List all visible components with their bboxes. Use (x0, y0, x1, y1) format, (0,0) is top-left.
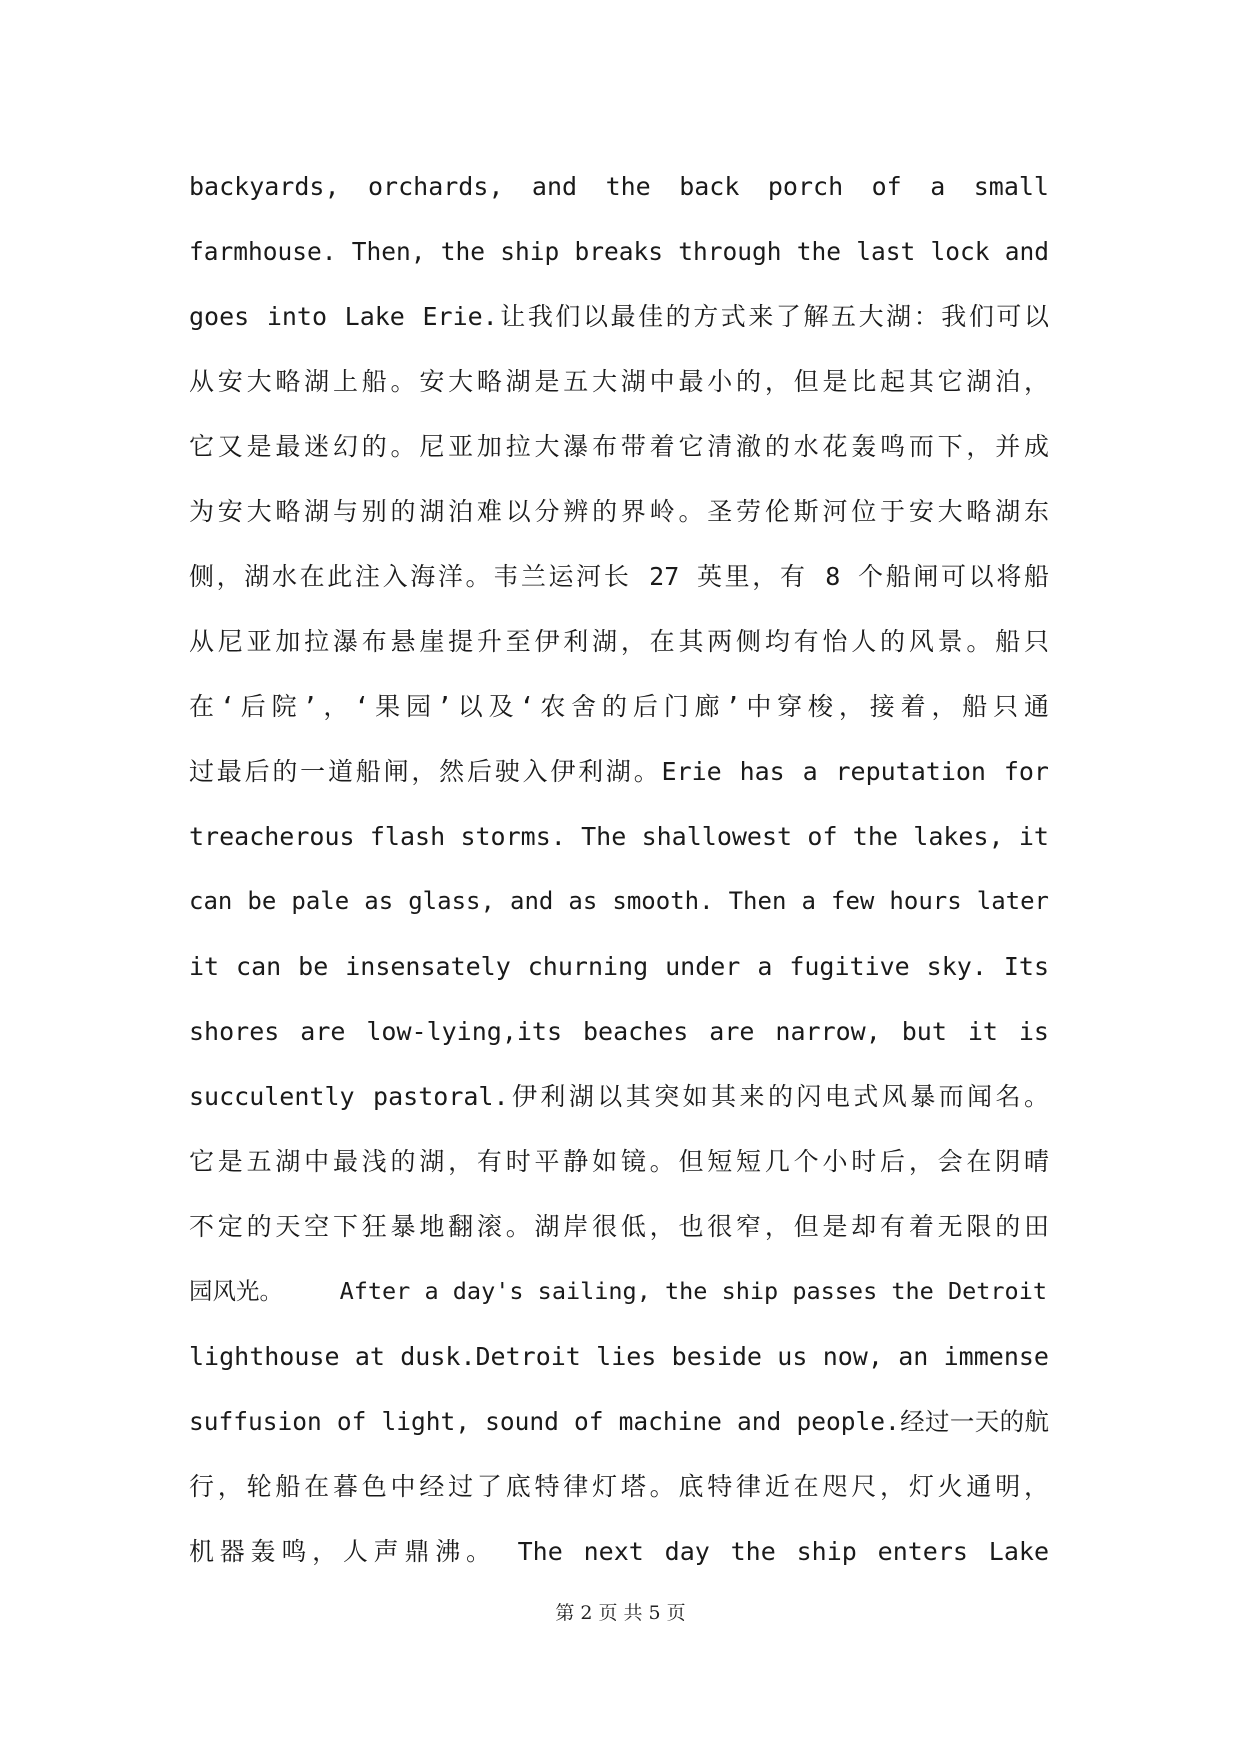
text-line: it can be insensately churning under a fugitive sky. Its (189, 952, 1049, 981)
text-line: 园风光。 After a day's sailing, the ship passes the Detroit (189, 1277, 1048, 1305)
text-line: 侧，湖水在此注入海洋。韦兰运河长 27 英里，有 8 个船闸可以将船 (189, 562, 1049, 591)
text-line: 在‘后院’，‘果园’以及‘农舍的后门廊’中穿梭，接着，船只通 (189, 692, 1049, 721)
page-number-footer: 第 2 页 共 5 页 (555, 1602, 686, 1624)
text-line: suffusion of light, sound of machine and people.经过一天的航 (189, 1407, 1049, 1436)
text-line: 从尼亚加拉瀑布悬崖提升至伊利湖，在其两侧均有怡人的风景。船只 (189, 627, 1049, 656)
text-line: 行，轮船在暮色中经过了底特律灯塔。底特律近在咫尺，灯火通明， (189, 1472, 1049, 1501)
text-line: succulently pastoral.伊利湖以其突如其来的闪电式风暴而闻名。 (189, 1082, 1049, 1111)
text-line: lighthouse at dusk.Detroit lies beside us now, an immense (189, 1342, 1049, 1371)
text-line: 不定的天空下狂暴地翻滚。湖岸很低，也很窄，但是却有着无限的田 (189, 1212, 1049, 1241)
text-line: 机器轰鸣，人声鼎沸。 The next day the ship enters Lake (189, 1537, 1049, 1566)
text-line: can be pale as glass, and as smooth. Then a few hours later (189, 887, 1049, 915)
body-text (189, 154, 1049, 1584)
text-line: farmhouse. Then, the ship breaks through the last lock and (189, 237, 1049, 266)
text-line: backyards, orchards, and the back porch of a small (189, 172, 1049, 201)
text-line: 为安大略湖与别的湖泊难以分辨的界岭。圣劳伦斯河位于安大略湖东 (189, 497, 1049, 526)
text-line: 它又是最迷幻的。尼亚加拉大瀑布带着它清澈的水花轰鸣而下，并成 (189, 432, 1049, 461)
text-line: 从安大略湖上船。安大略湖是五大湖中最小的，但是比起其它湖泊， (189, 367, 1049, 396)
text-line: 它是五湖中最浅的湖，有时平静如镜。但短短几个小时后，会在阴晴 (189, 1147, 1049, 1176)
text-line: shores are low-lying,its beaches are narrow, but it is (189, 1017, 1049, 1046)
text-line: treacherous flash storms. The shallowest of the lakes, it (189, 822, 1049, 851)
text-line: goes into Lake Erie.让我们以最佳的方式来了解五大湖：我们可以 (189, 302, 1049, 331)
text-line: 过最后的一道船闸，然后驶入伊利湖。Erie has a reputation for (189, 757, 1049, 786)
